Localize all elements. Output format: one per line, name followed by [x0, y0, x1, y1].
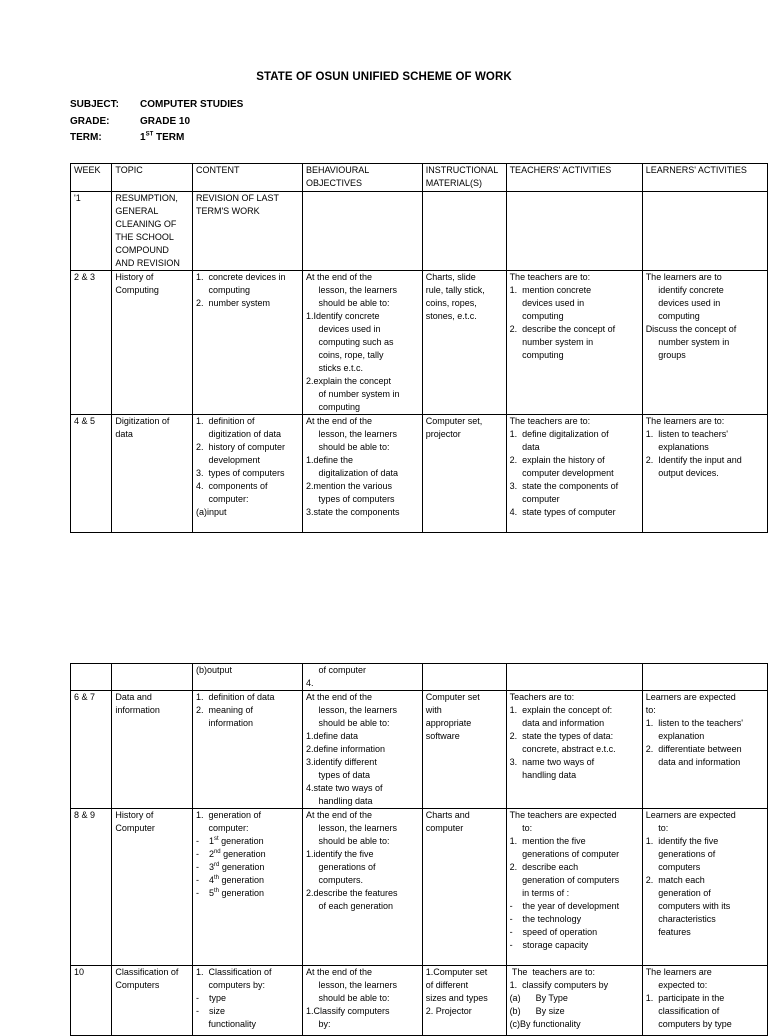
column-header: LEARNERS' ACTIVITIES [642, 164, 767, 192]
topic-cell [112, 192, 193, 271]
content-cell-line: digitization of data [195, 429, 282, 439]
scheme-table-page2 [70, 663, 768, 1036]
content-cell [192, 809, 302, 966]
learners-cell-line: number system in [645, 337, 730, 347]
learners-cell [642, 415, 767, 533]
materials-cell-line: coins, ropes, [425, 298, 477, 308]
materials-cell-line: 1.Computer set [425, 967, 488, 977]
teachers-cell-line: (a) By Type [509, 993, 568, 1003]
topic-cell-line: Data and [115, 692, 152, 702]
topic-cell-line: History of [115, 810, 154, 820]
learners-cell-line: The learners are [645, 967, 712, 977]
teachers-cell [506, 691, 642, 809]
materials-cell-line: 2. Projector [425, 1006, 472, 1016]
meta-grade-key: GRADE: [70, 115, 110, 127]
teachers-cell-line: 3. state the components of [509, 481, 619, 491]
objectives-cell-line: lesson, the learners [305, 980, 397, 990]
learners-cell-line: 1. listen to teachers' [645, 429, 728, 439]
learners-cell-line: to: [645, 705, 656, 715]
week-cell [71, 271, 112, 415]
week-cell [71, 691, 112, 809]
objectives-cell-line: should be able to: [305, 993, 390, 1003]
content-cell-line: 1. Classification of [195, 967, 272, 977]
teachers-cell-line: computer development [509, 468, 614, 478]
content-cell-line: (a)input [195, 507, 227, 517]
table-row [71, 415, 768, 533]
week-cell [71, 664, 112, 691]
teachers-cell-line: 1. explain the concept of: [509, 705, 613, 715]
table-row [71, 664, 768, 691]
objectives-cell-line: At the end of the [305, 967, 372, 977]
objectives-cell-line: handling data [305, 796, 373, 806]
meta-term-sup: ST [145, 131, 154, 138]
learners-cell-line: Discuss the concept of [645, 324, 737, 334]
table-row [71, 192, 768, 271]
materials-cell-line: sizes and types [425, 993, 488, 1003]
teachers-cell-line: data and information [509, 718, 605, 728]
materials-cell [422, 664, 506, 691]
learners-cell-line: computers with its [645, 901, 731, 911]
content-cell-line: computer: [195, 823, 249, 833]
objectives-cell [302, 271, 422, 415]
topic-cell-line: Digitization of [115, 416, 170, 426]
week-cell-line: 10 [74, 967, 85, 977]
objectives-cell [302, 192, 422, 271]
objectives-cell-line: should be able to: [305, 298, 390, 308]
week-cell-line: '1 [74, 193, 81, 203]
topic-cell [112, 271, 193, 415]
content-cell-line: 3. types of computers [195, 468, 285, 478]
objectives-cell-line: of each generation [305, 901, 393, 911]
meta-subject [70, 99, 243, 116]
objectives-cell-line: by: [305, 1019, 331, 1029]
content-cell-line: - 1st generation [195, 836, 264, 846]
objectives-cell-line: 1.define data [305, 731, 358, 741]
learners-cell-line: output devices. [645, 468, 719, 478]
learners-cell-line: explanation [645, 731, 705, 741]
objectives-cell-line: digitalization of data [305, 468, 398, 478]
teachers-cell-line: 1. classify computers by [509, 980, 609, 990]
week-cell-line: 2 & 3 [74, 272, 96, 282]
teachers-cell-line: devices used in [509, 298, 585, 308]
objectives-cell-line: lesson, the learners [305, 429, 397, 439]
materials-cell-line: Computer set, [425, 416, 483, 426]
teachers-cell-line: computing [509, 311, 564, 321]
learners-cell-line: identify concrete [645, 285, 724, 295]
objectives-cell-line: should be able to: [305, 836, 390, 846]
topic-cell-line: Computer [115, 823, 155, 833]
objectives-cell-line: types of data [305, 770, 370, 780]
objectives-cell-line: sticks e.t.c. [305, 363, 363, 373]
content-cell-line: - 5th generation [195, 888, 265, 898]
learners-cell-line: computing [645, 311, 700, 321]
content-cell-line: 4. components of [195, 481, 268, 491]
objectives-cell-line: 3.state the components [305, 507, 400, 517]
teachers-cell-line: The teachers are to: [509, 416, 591, 426]
meta-grade [70, 116, 243, 133]
column-header: BEHAVIOURAL OBJECTIVES [302, 164, 422, 192]
content-cell [192, 691, 302, 809]
objectives-cell-line: of computer [305, 665, 366, 675]
learners-cell-line: 1. listen to the teachers' [645, 718, 743, 728]
content-cell [192, 664, 302, 691]
teachers-cell-line: generation of computers [509, 875, 620, 885]
learners-cell-line: explanations [645, 442, 709, 452]
objectives-cell-line: 4.state two ways of [305, 783, 383, 793]
objectives-cell-line: should be able to: [305, 442, 390, 452]
column-header: TEACHERS' ACTIVITIES [506, 164, 642, 192]
objectives-cell-line: 1.identify the five [305, 849, 374, 859]
content-cell-line: computing [195, 285, 250, 295]
objectives-cell-line: At the end of the [305, 810, 372, 820]
table-row [71, 691, 768, 809]
learners-cell-line: to: [645, 823, 669, 833]
objectives-cell-line: should be able to: [305, 718, 390, 728]
learners-cell-line: computers [645, 862, 701, 872]
topic-cell-line: Computers [115, 980, 160, 990]
learners-cell [642, 271, 767, 415]
week-cell-line: 6 & 7 [74, 692, 96, 702]
objectives-cell [302, 809, 422, 966]
teachers-cell-line: 2. describe the concept of [509, 324, 616, 334]
teachers-cell-line: The teachers are expected [509, 810, 617, 820]
teachers-cell-line: The teachers are to: [509, 967, 595, 977]
objectives-cell-line: 4. [305, 678, 314, 688]
teachers-cell-line: handling data [509, 770, 577, 780]
table-header-row [71, 164, 768, 192]
meta-term-suffix: TERM [153, 132, 185, 143]
content-cell-line: 2. history of computer [195, 442, 285, 452]
content-cell-line: (b)output [195, 665, 232, 675]
materials-cell-line: rule, tally stick, [425, 285, 485, 295]
teachers-cell [506, 415, 642, 533]
teachers-cell-line: to: [509, 823, 533, 833]
learners-cell-line: Learners are expected [645, 692, 736, 702]
topic-cell-line: Classification of [115, 967, 179, 977]
content-cell-line: computers by: [195, 980, 265, 990]
materials-cell-line: computer [425, 823, 464, 833]
content-cell [192, 192, 302, 271]
topic-cell-line: Computing [115, 285, 159, 295]
objectives-cell-line: lesson, the learners [305, 285, 397, 295]
content-cell [192, 415, 302, 533]
topic-cell [112, 415, 193, 533]
week-cell-line: 8 & 9 [74, 810, 96, 820]
materials-cell [422, 271, 506, 415]
materials-cell-line: projector [425, 429, 461, 439]
teachers-cell-line: 1. mention concrete [509, 285, 592, 295]
content-cell-line: information [195, 718, 253, 728]
materials-cell-line: with [425, 705, 442, 715]
objectives-cell-line: 1.Identify concrete [305, 311, 380, 321]
objectives-cell [302, 966, 422, 1036]
objectives-cell-line: At the end of the [305, 416, 372, 426]
materials-cell [422, 966, 506, 1036]
column-header: TOPIC [112, 164, 193, 192]
learners-cell-line: groups [645, 350, 686, 360]
objectives-cell-line: types of computers [305, 494, 395, 504]
objectives-cell-line: coins, rope, tally [305, 350, 384, 360]
learners-cell-line: 1. identify the five [645, 836, 719, 846]
objectives-cell-line: computing such as [305, 337, 394, 347]
objectives-cell-line: At the end of the [305, 272, 372, 282]
column-header: WEEK [71, 164, 112, 192]
teachers-cell-line: generations of computer [509, 849, 620, 859]
scheme-table-page1 [70, 163, 768, 533]
topic-cell [112, 691, 193, 809]
teachers-cell-line: (b) By size [509, 1006, 565, 1016]
topic-cell-line: History of [115, 272, 154, 282]
learners-cell [642, 966, 767, 1036]
meta-term-number: 1 [140, 132, 146, 143]
content-cell-line: REVISION OF LAST [195, 193, 279, 203]
week-cell [71, 809, 112, 966]
materials-cell [422, 809, 506, 966]
objectives-cell-line: 2.explain the concept [305, 376, 391, 386]
materials-cell-line: appropriate [425, 718, 472, 728]
content-cell [192, 271, 302, 415]
content-cell-line: 1. concrete devices in [195, 272, 286, 282]
learners-cell-line: Learners are expected [645, 810, 736, 820]
objectives-cell [302, 664, 422, 691]
teachers-cell-line: - the technology [509, 914, 582, 924]
table-row [71, 271, 768, 415]
topic-cell-line: data [115, 429, 133, 439]
content-cell-line: - type [195, 993, 226, 1003]
teachers-cell-line: number system in [509, 337, 594, 347]
objectives-cell [302, 415, 422, 533]
topic-cell-line: CLEANING OF [115, 219, 177, 229]
meta-term [70, 132, 243, 149]
content-cell-line: - 4th generation [195, 875, 265, 885]
learners-cell-line: data and information [645, 757, 741, 767]
topic-cell-line: RESUMPTION, [115, 193, 178, 203]
teachers-cell-line: - the year of development [509, 901, 620, 911]
learners-cell-line: The learners are to [645, 272, 722, 282]
teachers-cell-line: 1. mention the five [509, 836, 586, 846]
teachers-cell-line: concrete, abstract e.t.c. [509, 744, 616, 754]
teachers-cell-line: 3. name two ways of [509, 757, 595, 767]
content-cell-line: - 2nd generation [195, 849, 266, 859]
teachers-cell-line: 1. define digitalization of [509, 429, 609, 439]
teachers-cell-line: 4. state types of computer [509, 507, 616, 517]
learners-cell [642, 809, 767, 966]
content-cell-line: TERM'S WORK [195, 206, 260, 216]
topic-cell [112, 664, 193, 691]
content-cell-line: computer: [195, 494, 249, 504]
teachers-cell-line: in terms of : [509, 888, 570, 898]
meta-term-key: TERM: [70, 132, 102, 143]
teachers-cell-line: 2. explain the history of [509, 455, 605, 465]
learners-cell [642, 192, 767, 271]
column-header: INSTRUCTIONAL MATERIAL(S) [422, 164, 506, 192]
meta-term-value [140, 132, 184, 149]
learners-cell-line: computers by type [645, 1019, 732, 1029]
content-cell-line: - 3rd generation [195, 862, 265, 872]
topic-cell-line: GENERAL [115, 206, 159, 216]
week-cell [71, 966, 112, 1036]
objectives-cell-line: 2.describe the features [305, 888, 398, 898]
objectives-cell-line: lesson, the learners [305, 705, 397, 715]
content-cell-line: - size [195, 1006, 225, 1016]
content-cell-line: 1. definition of data [195, 692, 275, 702]
learners-cell-line: The learners are to: [645, 416, 725, 426]
learners-cell-line: classification of [645, 1006, 720, 1016]
learners-cell-line: 1. participate in the [645, 993, 725, 1003]
materials-cell [422, 691, 506, 809]
table-row [71, 966, 768, 1036]
objectives-cell [302, 691, 422, 809]
week-cell [71, 415, 112, 533]
document-meta [70, 99, 243, 149]
teachers-cell-line: Teachers are to: [509, 692, 575, 702]
topic-cell-line: information [115, 705, 160, 715]
content-cell-line: 1. generation of [195, 810, 262, 820]
learners-cell-line: devices used in [645, 298, 721, 308]
meta-grade-value: GRADE 10 [140, 115, 191, 127]
learners-cell [642, 691, 767, 809]
teachers-cell-line: computer [509, 494, 560, 504]
topic-cell [112, 809, 193, 966]
teachers-cell [506, 192, 642, 271]
content-cell-line: 1. definition of [195, 416, 255, 426]
materials-cell-line: Charts and [425, 810, 470, 820]
objectives-cell-line: computing [305, 402, 360, 412]
objectives-cell-line: 2.define information [305, 744, 385, 754]
objectives-cell-line: 3.identify different [305, 757, 377, 767]
learners-cell-line: 2. Identify the input and [645, 455, 742, 465]
week-cell [71, 192, 112, 271]
meta-subject-value: COMPUTER STUDIES [140, 99, 244, 110]
objectives-cell-line: 1.define the [305, 455, 353, 465]
objectives-cell-line: computers. [305, 875, 363, 885]
learners-cell-line: 2. differentiate between [645, 744, 742, 754]
learners-cell-line: generation of [645, 888, 711, 898]
objectives-cell-line: 2.mention the various [305, 481, 392, 491]
document-title: STATE OF OSUN UNIFIED SCHEME OF WORK [256, 71, 512, 83]
learners-cell-line: 2. match each [645, 875, 705, 885]
materials-cell-line: Charts, slide [425, 272, 476, 282]
learners-cell [642, 664, 767, 691]
teachers-cell-line: - speed of operation [509, 927, 598, 937]
teachers-cell-line: The teachers are to: [509, 272, 591, 282]
materials-cell-line: stones, e.t.c. [425, 311, 477, 321]
objectives-cell-line: lesson, the learners [305, 823, 397, 833]
learners-cell-line: characteristics [645, 914, 716, 924]
topic-cell-line: THE SCHOOL [115, 232, 174, 242]
topic-cell-line: AND REVISION [115, 258, 180, 268]
content-cell [192, 966, 302, 1036]
week-cell-line: 4 & 5 [74, 416, 96, 426]
column-header: CONTENT [192, 164, 302, 192]
materials-cell-line: software [425, 731, 460, 741]
teachers-cell [506, 809, 642, 966]
meta-subject-key: SUBJECT: [70, 99, 119, 110]
objectives-cell-line: devices used in [305, 324, 381, 334]
content-cell-line: 2. meaning of [195, 705, 253, 715]
content-cell-line: 2. number system [195, 298, 270, 308]
topic-cell-line: COMPOUND [115, 245, 169, 255]
teachers-cell [506, 271, 642, 415]
materials-cell-line: of different [425, 980, 469, 990]
content-cell-line: functionality [195, 1019, 256, 1029]
materials-cell-line: Computer set [425, 692, 480, 702]
teachers-cell-line: - storage capacity [509, 940, 589, 950]
teachers-cell-line: data [509, 442, 540, 452]
objectives-cell-line: of number system in [305, 389, 400, 399]
teachers-cell [506, 966, 642, 1036]
materials-cell [422, 415, 506, 533]
learners-cell-line: features [645, 927, 691, 937]
teachers-cell-line: (c)By functionality [509, 1019, 581, 1029]
teachers-cell-line: 2. state the types of data: [509, 731, 614, 741]
teachers-cell-line: 2. describe each [509, 862, 579, 872]
objectives-cell-line: 1.Classify computers [305, 1006, 390, 1016]
materials-cell [422, 192, 506, 271]
teachers-cell [506, 664, 642, 691]
objectives-cell-line: At the end of the [305, 692, 372, 702]
learners-cell-line: generations of [645, 849, 716, 859]
objectives-cell-line: generations of [305, 862, 376, 872]
teachers-cell-line: computing [509, 350, 564, 360]
topic-cell [112, 966, 193, 1036]
content-cell-line: development [195, 455, 260, 465]
table-row [71, 809, 768, 966]
learners-cell-line: expected to: [645, 980, 708, 990]
